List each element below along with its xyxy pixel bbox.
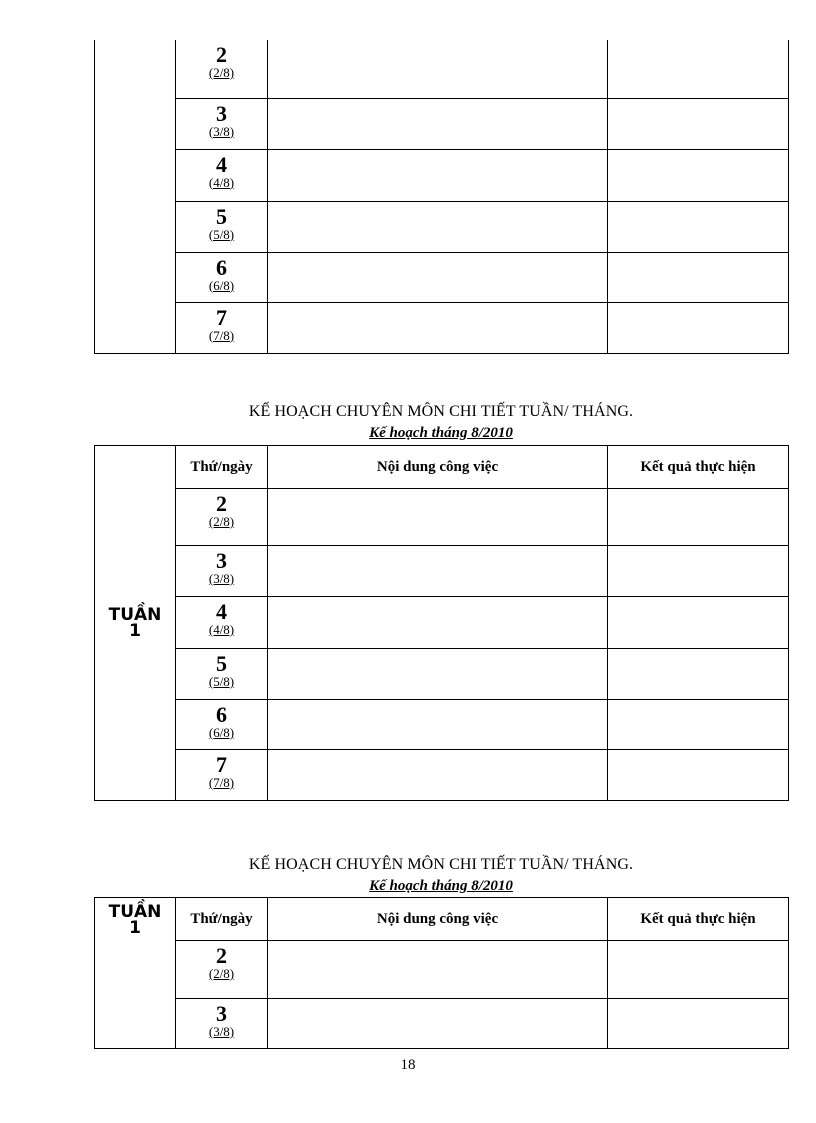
- header-content: Nội dung công việc: [268, 446, 608, 489]
- table-row: [95, 302, 789, 353]
- day-date: (7/8): [208, 775, 235, 790]
- day-cell: [176, 489, 268, 546]
- day-date: (5/8): [208, 674, 235, 689]
- day-date: (2/8): [208, 65, 235, 80]
- table-row: [95, 40, 789, 98]
- day-date: (3/8): [208, 1024, 235, 1039]
- day-cell: [176, 252, 268, 302]
- section-subtitle: Kế hoạch tháng 8/2010: [369, 878, 513, 894]
- result-cell: [608, 597, 789, 649]
- day-cell: [176, 649, 268, 700]
- day-cell: [176, 302, 268, 353]
- day-date: (6/8): [208, 725, 235, 740]
- week-cell: [95, 898, 176, 1049]
- week-cell: [95, 446, 176, 801]
- day-date: (2/8): [208, 514, 235, 529]
- content-cell: [268, 941, 608, 999]
- week-cell: [95, 40, 176, 353]
- plan-table-continued: [94, 40, 789, 354]
- page-number: 18: [400, 1057, 416, 1073]
- day-date: (4/8): [208, 174, 235, 190]
- day-number: 7: [216, 304, 227, 330]
- table-row: [95, 201, 789, 252]
- result-cell: [608, 546, 789, 597]
- section-title: KẾ HOẠCH CHUYÊN MÔN CHI TIẾT TUẦN/ THÁNG.: [248, 403, 634, 420]
- result-cell: [608, 149, 789, 201]
- result-cell: [608, 98, 789, 149]
- result-cell: [608, 750, 789, 801]
- content-cell: [268, 700, 608, 750]
- day-date: (3/8): [208, 571, 235, 586]
- table-row: [95, 546, 789, 597]
- day-cell: [176, 201, 268, 252]
- result-cell: [608, 40, 789, 98]
- header-result: Kết quả thực hiện: [608, 898, 789, 941]
- day-cell: [176, 941, 268, 999]
- day-number: 5: [216, 203, 227, 229]
- day-cell: [176, 597, 268, 649]
- day-number: 4: [216, 151, 227, 177]
- day-number: 3: [216, 100, 227, 126]
- header-content: Nội dung công việc: [268, 898, 608, 941]
- day-date: (6/8): [208, 277, 235, 293]
- table-row: [95, 149, 789, 201]
- table-header-row: [95, 446, 789, 489]
- week-number: 1: [129, 918, 141, 938]
- header-result: Kết quả thực hiện: [608, 446, 789, 489]
- day-cell: [176, 149, 268, 201]
- day-number: 2: [216, 491, 227, 516]
- day-number: 2: [216, 42, 227, 67]
- content-cell: [268, 98, 608, 149]
- day-cell: [176, 40, 268, 98]
- result-cell: [608, 302, 789, 353]
- day-number: 6: [216, 702, 227, 727]
- header-day: Thứ/ngày: [176, 898, 268, 941]
- table-row: [95, 489, 789, 546]
- table-row: [95, 750, 789, 801]
- day-cell: [176, 546, 268, 597]
- week-number: 1: [129, 621, 141, 641]
- table-row: [95, 98, 789, 149]
- day-cell: [176, 999, 268, 1049]
- day-cell: [176, 700, 268, 750]
- table-row: [95, 597, 789, 649]
- header-day: Thứ/ngày: [176, 446, 268, 489]
- content-cell: [268, 40, 608, 98]
- table-row: [95, 999, 789, 1049]
- content-cell: [268, 597, 608, 649]
- day-number: 4: [216, 599, 227, 624]
- day-date: (5/8): [208, 226, 235, 242]
- result-cell: [608, 489, 789, 546]
- day-cell: [176, 750, 268, 801]
- content-cell: [268, 999, 608, 1049]
- content-cell: [268, 201, 608, 252]
- day-number: 3: [216, 1001, 227, 1026]
- section-subtitle: Kế hoạch tháng 8/2010: [369, 425, 513, 441]
- table-row: [95, 649, 789, 700]
- day-number: 5: [216, 651, 227, 676]
- day-number: 6: [216, 254, 227, 280]
- result-cell: [608, 252, 789, 302]
- table-header-row: [95, 898, 789, 941]
- day-cell: [176, 98, 268, 149]
- content-cell: [268, 149, 608, 201]
- result-cell: [608, 999, 789, 1049]
- result-cell: [608, 941, 789, 999]
- week-label: TUẦN: [108, 605, 162, 625]
- content-cell: [268, 649, 608, 700]
- section-title: KẾ HOẠCH CHUYÊN MÔN CHI TIẾT TUẦN/ THÁNG.: [248, 856, 634, 873]
- content-cell: [268, 252, 608, 302]
- result-cell: [608, 201, 789, 252]
- content-cell: [268, 546, 608, 597]
- table-row: [95, 700, 789, 750]
- day-date: (3/8): [208, 123, 235, 139]
- content-cell: [268, 302, 608, 353]
- plan-table-week1-continued: [94, 897, 789, 1049]
- day-date: (4/8): [208, 622, 235, 637]
- table-row: [95, 252, 789, 302]
- day-date: (7/8): [208, 327, 235, 343]
- day-number: 7: [216, 752, 227, 777]
- result-cell: [608, 649, 789, 700]
- result-cell: [608, 700, 789, 750]
- day-number: 2: [216, 943, 227, 968]
- content-cell: [268, 750, 608, 801]
- day-date: (2/8): [208, 966, 235, 981]
- content-cell: [268, 489, 608, 546]
- table-row: [95, 941, 789, 999]
- day-number: 3: [216, 548, 227, 573]
- week-label: TUẦN: [108, 902, 162, 922]
- plan-table-week1: [94, 445, 789, 801]
